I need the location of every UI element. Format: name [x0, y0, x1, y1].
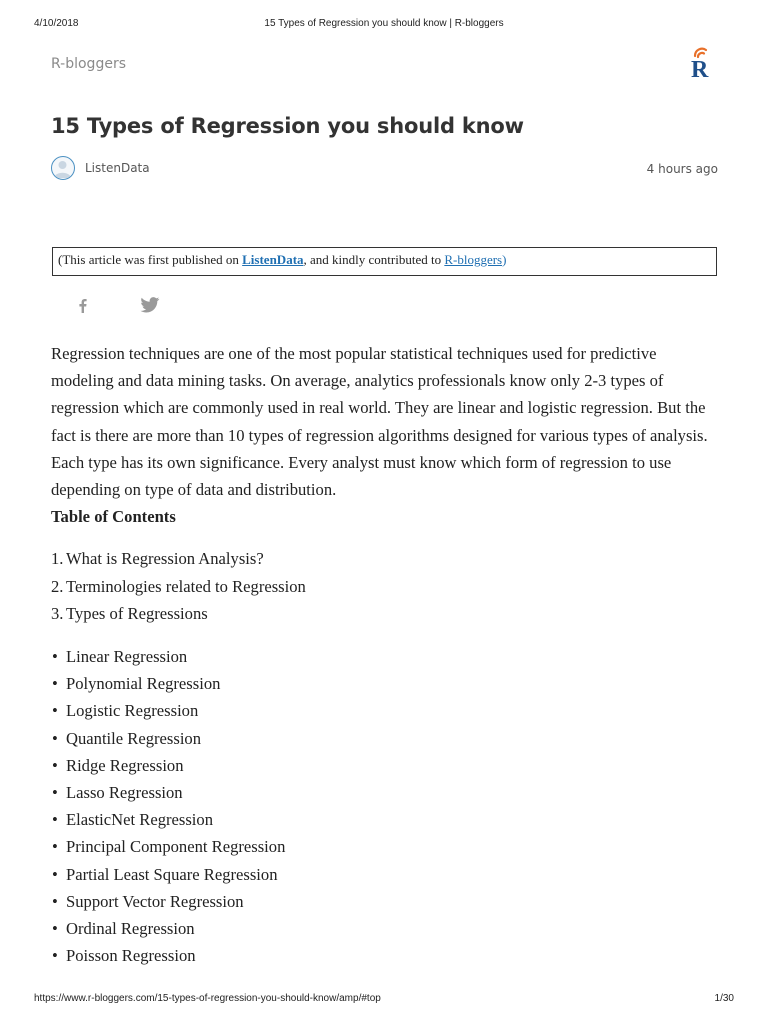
toc-item-number: 1.	[51, 549, 64, 569]
toc-item[interactable]	[51, 600, 723, 627]
article-title: 15 Types of Regression you should know	[51, 114, 524, 138]
user-avatar-icon[interactable]	[51, 156, 75, 180]
bullet-icon: •	[52, 783, 58, 803]
site-link[interactable]: R-bloggers	[444, 252, 503, 267]
bullet-icon: •	[52, 728, 58, 748]
bullet-icon: •	[52, 946, 58, 966]
list-item	[52, 697, 723, 724]
post-time: 4 hours ago	[646, 162, 718, 176]
bullet-icon: •	[52, 674, 58, 694]
bullet-icon: •	[52, 837, 58, 857]
list-item-label: Quantile Regression	[66, 728, 202, 748]
notice-middle: , and kindly contributed to	[303, 252, 445, 267]
bullet-icon: •	[52, 755, 58, 775]
site-name-link[interactable]: R-bloggers	[51, 56, 126, 72]
intro-paragraph: Regression techniques are one of the most popular statistical techniques used for predictive modeling and data mining tasks. On average, analytics professionals know only 2-3 types of regression which are commonly used in real world. They are linear and logistic regression. But the fact is there are more than 10 types of regression algorithms designed for various types of analysis. Each type has its own significance. Every analyst must know which form of regression to use depending on type of data and distribution.	[51, 344, 708, 500]
list-item-label: Support Vector Regression	[66, 891, 244, 911]
toc-item-number: 2.	[51, 576, 64, 596]
toc-item-label: What is Regression Analysis?	[66, 549, 264, 569]
list-item	[52, 806, 723, 833]
list-item	[52, 942, 723, 969]
toc-item-label: Types of Regressions	[66, 603, 208, 623]
notice-prefix: (This article was first published on	[58, 252, 243, 267]
attribution-notice	[52, 247, 717, 276]
bullet-icon: •	[52, 647, 58, 667]
toc-heading: Table of Contents	[51, 507, 176, 527]
logo-letter: R	[691, 57, 709, 82]
list-item-label: Partial Least Square Regression	[66, 864, 278, 884]
notice-suffix: )	[502, 252, 507, 267]
toc-item-number: 3.	[51, 603, 64, 623]
print-page-title: 15 Types of Regression you should know | R-bloggers	[264, 18, 504, 29]
list-item	[52, 888, 723, 915]
list-item	[52, 915, 723, 942]
list-item-label: Ordinal Regression	[66, 919, 195, 939]
r-bloggers-logo-icon[interactable]	[686, 46, 716, 82]
list-item	[52, 861, 723, 888]
list-item-label: Principal Component Regression	[66, 837, 286, 857]
bullet-icon: •	[52, 864, 58, 884]
bullet-icon: •	[52, 919, 58, 939]
page-number: 1/30	[714, 993, 734, 1004]
byline	[51, 156, 718, 184]
list-item-label: Lasso Regression	[66, 783, 183, 803]
list-item-label: ElasticNet Regression	[66, 810, 214, 830]
toc-item-label: Terminologies related to Regression	[66, 576, 306, 596]
list-item	[52, 725, 723, 752]
article-body	[51, 340, 723, 969]
list-item	[52, 779, 723, 806]
toc-item[interactable]	[51, 545, 723, 572]
print-date: 4/10/2018	[34, 18, 79, 29]
regression-types-list	[51, 643, 723, 969]
print-url: https://www.r-bloggers.com/15-types-of-regression-you-should-know/amp/#top	[34, 993, 381, 1004]
facebook-icon[interactable]	[72, 295, 92, 315]
author-name[interactable]: ListenData	[85, 161, 150, 175]
list-item	[52, 833, 723, 860]
toc-list	[51, 545, 723, 627]
print-header	[34, 18, 734, 32]
list-item-label: Linear Regression	[66, 647, 188, 667]
list-item	[52, 643, 723, 670]
list-item-label: Ridge Regression	[66, 755, 184, 775]
twitter-icon[interactable]	[139, 295, 161, 315]
source-link[interactable]: ListenData	[242, 252, 304, 267]
list-item-label: Polynomial Regression	[66, 674, 221, 694]
list-item-label: Poisson Regression	[66, 946, 196, 966]
print-footer	[34, 993, 734, 1007]
list-item	[52, 752, 723, 779]
bullet-icon: •	[52, 891, 58, 911]
bullet-icon: •	[52, 810, 58, 830]
list-item-label: Logistic Regression	[66, 701, 199, 721]
list-item	[52, 670, 723, 697]
toc-item[interactable]	[51, 573, 723, 600]
bullet-icon: •	[52, 701, 58, 721]
